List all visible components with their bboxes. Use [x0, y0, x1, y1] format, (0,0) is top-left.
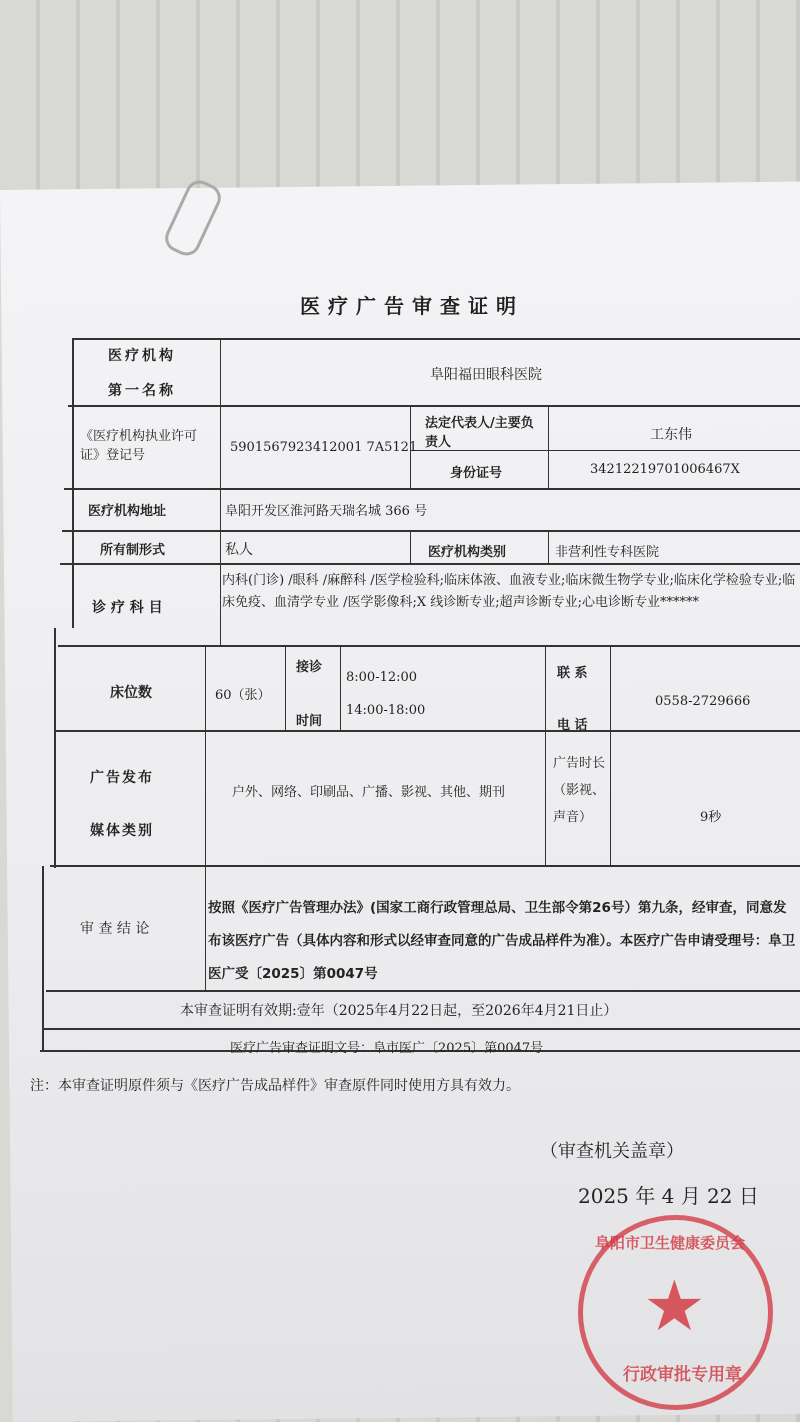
- id-number: 34212219701006467X: [590, 462, 740, 477]
- hours-label-2: 时间: [296, 714, 323, 729]
- media-label-2: 媒体类别: [90, 823, 154, 839]
- representative-name: 工东伟: [650, 427, 692, 443]
- issue-date: 2025 年 4 月 22 日: [578, 1184, 759, 1208]
- document-title: 医疗广告审查证明: [300, 294, 524, 318]
- duration-label: 广告时长（影视、声音）: [553, 756, 606, 825]
- ownership-label: 所有制形式: [100, 543, 166, 558]
- media-label-1: 广告发布: [90, 770, 154, 786]
- ownership-value: 私人: [225, 542, 253, 558]
- official-seal: [578, 1215, 773, 1410]
- departments-label: 诊 疗 科 目: [92, 600, 163, 616]
- phone-number: 0558-2729666: [655, 694, 751, 709]
- address-label: 医疗机构地址: [88, 504, 167, 519]
- media-value: 户外、网络、印刷品、广播、影视、其他、期刊: [232, 785, 506, 800]
- beds-label: 床位数: [110, 685, 152, 701]
- seal-caption: （审查机关盖章）: [540, 1141, 684, 1162]
- license-number: 5901567923412001 7A5121: [230, 440, 418, 455]
- phone-label-1: 联 系: [557, 666, 588, 681]
- note: 注：本审查证明原件须与《医疗广告成品样件》审查原件同时使用方具有效力。: [30, 1078, 520, 1094]
- document-number: 医疗广告审查证明文号：阜市医广〔2025〕第0047号: [230, 1041, 544, 1056]
- duration-value: 9秒: [700, 810, 722, 825]
- hours-label-1: 接诊: [296, 660, 323, 675]
- conclusion-text: 按照《医疗广告管理办法》(国家工商行政管理总局、卫生部令第26号）第九条，经审查，同意发布该医疗广告（具体内容和形式以经审查同意的广告成品样件为准）。本医疗广告申请受理号：阜卫医广受〔2025〕第0047号: [208, 900, 796, 982]
- address-value: 阜阳开发区淮河路天瑞名城 366 号: [225, 504, 428, 519]
- validity-period: 本审查证明有效期:壹年（2025年4月22日起，至2026年4月21日止）: [180, 1003, 618, 1019]
- hours-morning: 8:00-12:00: [346, 670, 418, 685]
- name-label-2: 第一名称: [108, 383, 176, 399]
- institution-name: 阜阳福田眼科医院: [430, 367, 542, 383]
- representative-label: 法定代表人/主要负责人: [425, 416, 534, 450]
- seal-text-bottom: 行政审批专用章: [623, 1365, 742, 1385]
- seal-text-top: 阜阳市卫生健康委员会: [595, 1234, 746, 1252]
- license-label: 《医疗机构执业许可证》登记号: [80, 429, 198, 463]
- id-label: 身份证号: [450, 466, 503, 481]
- category-value: 非营利性专科医院: [555, 545, 660, 560]
- phone-label-2: 电 话: [557, 718, 588, 733]
- beds-value: 60（张）: [215, 688, 271, 703]
- star-icon: ★: [643, 1265, 706, 1347]
- hours-afternoon: 14:00-18:00: [346, 703, 426, 718]
- category-label: 医疗机构类别: [428, 545, 507, 560]
- name-label-1: 医疗机构: [108, 348, 176, 364]
- conclusion-label: 审 查 结 论: [80, 921, 150, 937]
- departments-value: 内科(门诊) /眼科 /麻醉科 /医学检验科;临床体液、血液专业;临床微生物学专业;临床化学检验专业;临床免疫、血清学专业 /医学影像科;X 线诊断专业;超声诊断专业;心电诊断专业******: [222, 573, 796, 610]
